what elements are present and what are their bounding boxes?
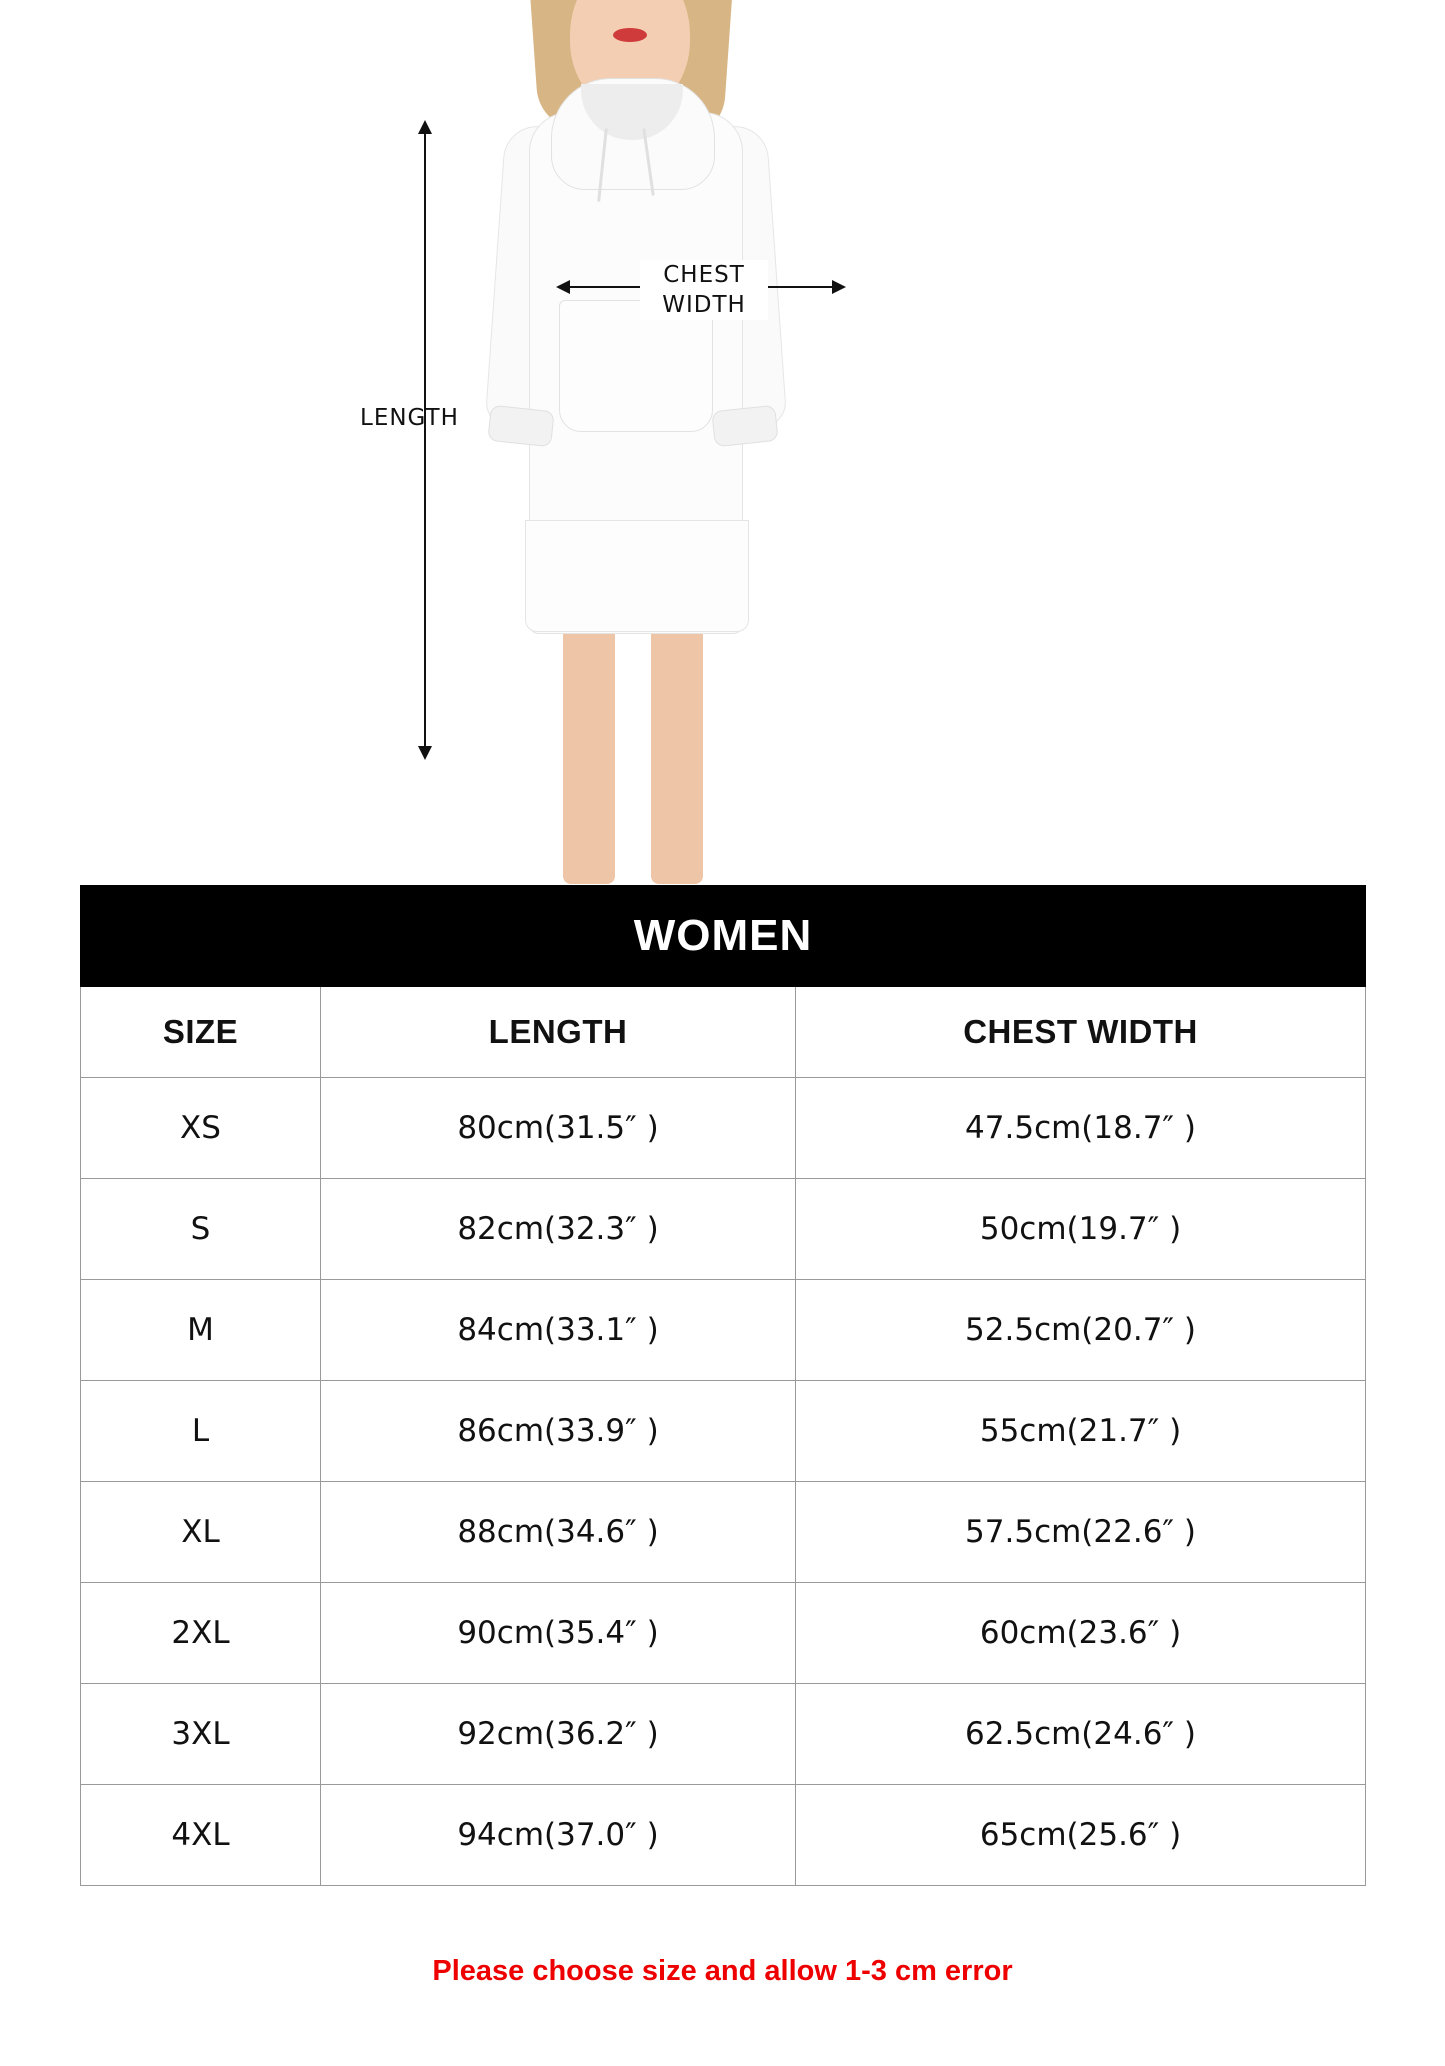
chest-annotation-label [640,260,768,320]
cell-length: 80cm(31.5″ ) [321,1078,796,1179]
hoodie-skirt [525,520,749,632]
table-row [81,1583,1366,1684]
table-row [81,1684,1366,1785]
table-row [81,1078,1366,1179]
cell-chest: 60cm(23.6″ ) [796,1583,1366,1684]
length-annotation-label: LENGTH [360,405,459,431]
table-body [81,1078,1366,1886]
table-row [81,1280,1366,1381]
cell-size: 2XL [81,1583,321,1684]
cell-length: 86cm(33.9″ ) [321,1381,796,1482]
column-header-length: LENGTH [321,987,796,1078]
model-leg-left [563,624,615,884]
cell-length: 82cm(32.3″ ) [321,1179,796,1280]
arrow-shaft [424,130,426,750]
column-header-chest-width: CHEST WIDTH [796,987,1366,1078]
cell-length: 90cm(35.4″ ) [321,1583,796,1684]
column-header-size: SIZE [81,987,321,1078]
cell-chest: 65cm(25.6″ ) [796,1785,1366,1886]
size-note: Please choose size and allow 1-3 cm error [432,1955,1013,1987]
cell-length: 88cm(34.6″ ) [321,1482,796,1583]
hoodie-hem-line [531,520,739,521]
table-title: WOMEN [81,886,1366,987]
arrow-head-right [832,280,846,294]
size-chart-table [80,885,1366,1886]
table-row [81,1179,1366,1280]
hoodie-cuff-left [487,405,554,447]
cell-chest: 57.5cm(22.6″ ) [796,1482,1366,1583]
chest-annotation-line2: WIDTH [662,292,746,318]
cell-size: XS [81,1078,321,1179]
cell-chest: 55cm(21.7″ ) [796,1381,1366,1482]
model-lips [613,28,647,42]
model-figure [455,0,875,880]
arrow-head-down [418,746,432,760]
cell-chest: 47.5cm(18.7″ ) [796,1078,1366,1179]
table-row [81,1482,1366,1583]
cell-size: 3XL [81,1684,321,1785]
table-row [81,1785,1366,1886]
table-row [81,1381,1366,1482]
cell-length: 92cm(36.2″ ) [321,1684,796,1785]
cell-length: 84cm(33.1″ ) [321,1280,796,1381]
cell-size: M [81,1280,321,1381]
cell-size: 4XL [81,1785,321,1886]
cell-length: 94cm(37.0″ ) [321,1785,796,1886]
cell-size: XL [81,1482,321,1583]
cell-size: L [81,1381,321,1482]
cell-chest: 52.5cm(20.7″ ) [796,1280,1366,1381]
table-title-row [81,886,1366,987]
hoodie-cuff-right [711,405,778,447]
model-leg-right [651,624,703,884]
product-illustration [0,0,1445,880]
chest-annotation-line1: CHEST [663,262,745,288]
table-header-row [81,987,1366,1078]
cell-size: S [81,1179,321,1280]
cell-chest: 62.5cm(24.6″ ) [796,1684,1366,1785]
length-measurement-arrow-icon [418,120,432,760]
cell-chest: 50cm(19.7″ ) [796,1179,1366,1280]
